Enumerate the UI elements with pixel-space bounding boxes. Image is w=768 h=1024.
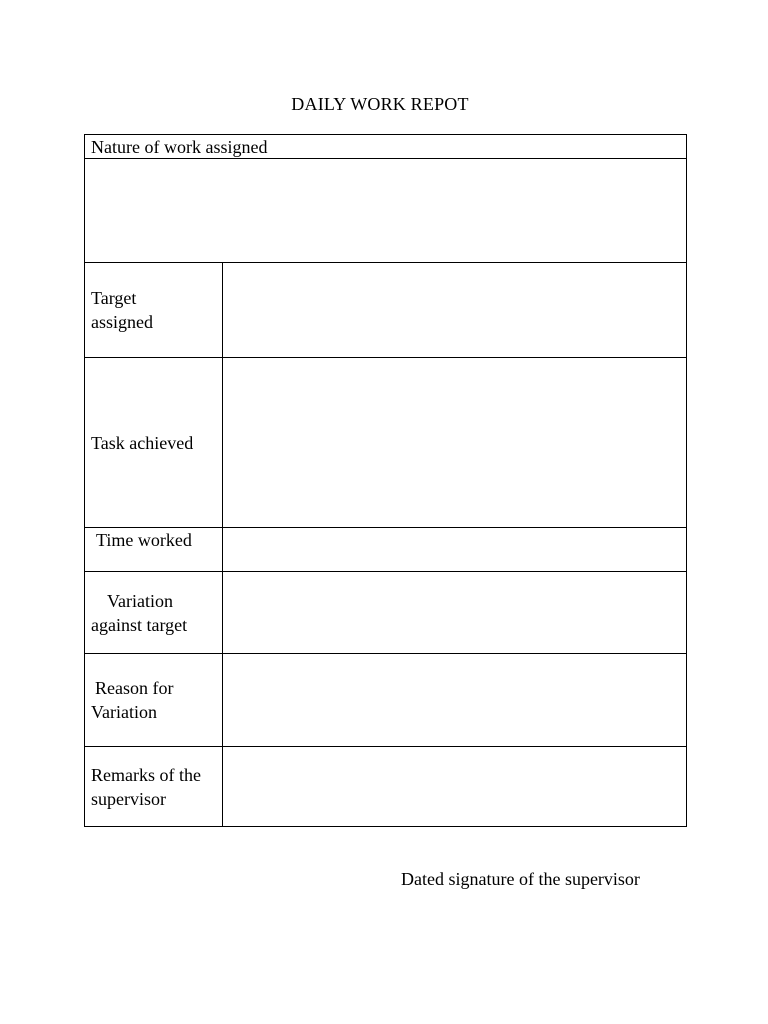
label-line: Remarks of the bbox=[91, 764, 201, 785]
target-assigned-row bbox=[85, 263, 687, 358]
page-title: DAILY WORK REPOT bbox=[291, 94, 469, 114]
reason-for-variation-row bbox=[85, 654, 687, 747]
label-line: supervisor bbox=[91, 788, 166, 809]
time-worked-label bbox=[85, 528, 223, 572]
task-achieved-row bbox=[85, 358, 687, 528]
label-line: assigned bbox=[91, 312, 153, 332]
label-line: Reason for bbox=[95, 678, 174, 698]
daily-work-report-form bbox=[84, 134, 687, 827]
target-assigned-label bbox=[85, 263, 223, 358]
variation-against-target-label bbox=[85, 572, 223, 654]
reason-for-variation-label bbox=[85, 654, 223, 747]
remarks-of-supervisor-label bbox=[85, 747, 223, 827]
nature-of-work-field[interactable] bbox=[85, 159, 687, 263]
label-line: against target bbox=[91, 614, 188, 635]
target-assigned-field[interactable] bbox=[223, 263, 687, 358]
label-line: Target bbox=[91, 288, 137, 308]
label-line: Time worked bbox=[96, 530, 192, 550]
nature-of-work-entry-row bbox=[85, 159, 687, 263]
nature-of-work-label: Nature of work assigned bbox=[85, 135, 687, 159]
variation-against-target-row bbox=[85, 572, 687, 654]
supervisor-signature-label: Dated signature of the supervisor bbox=[401, 869, 640, 889]
label-line: Variation bbox=[91, 702, 157, 722]
task-achieved-field[interactable] bbox=[223, 358, 687, 528]
reason-for-variation-field[interactable] bbox=[223, 654, 687, 747]
label-line: Variation bbox=[107, 590, 173, 611]
remarks-of-supervisor-field[interactable] bbox=[223, 747, 687, 827]
nature-of-work-header-row bbox=[85, 135, 687, 159]
remarks-of-supervisor-row bbox=[85, 747, 687, 827]
task-achieved-label bbox=[85, 358, 223, 528]
variation-against-target-field[interactable] bbox=[223, 572, 687, 654]
label-line: Task achieved bbox=[91, 432, 194, 453]
time-worked-field[interactable] bbox=[223, 528, 687, 572]
time-worked-row bbox=[85, 528, 687, 572]
